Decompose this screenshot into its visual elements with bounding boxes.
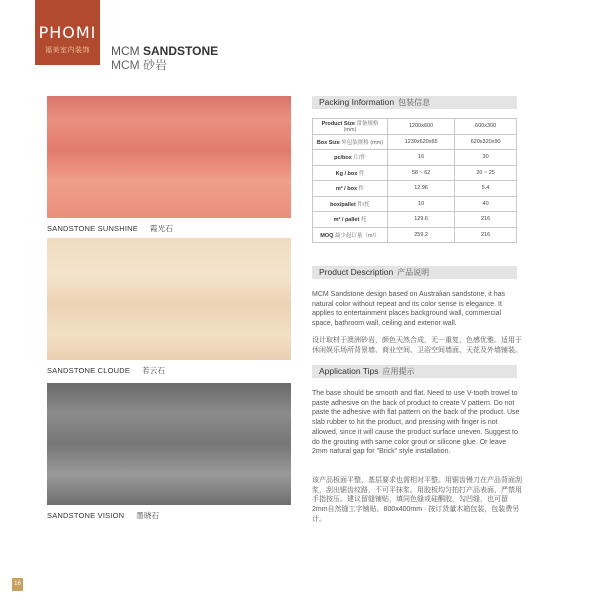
- title-main: SANDSTONE: [143, 44, 219, 58]
- swatch-caption: [47, 510, 291, 521]
- row-value-1200x600: 129.6: [388, 212, 455, 228]
- table-row: [313, 134, 517, 150]
- row-label: [313, 227, 388, 243]
- description-title-cn: 产品说明: [397, 268, 430, 277]
- row-label-en: m² / box: [335, 186, 358, 193]
- row-value-600x300: 216: [455, 227, 517, 243]
- row-value-600x300: 600x300: [455, 119, 517, 135]
- row-value-600x300: 5.4: [455, 181, 517, 197]
- row-label: [313, 165, 388, 181]
- swatch-name-cn: 墨晓石: [136, 511, 160, 520]
- swatch-vision: [47, 383, 291, 521]
- table-row: [313, 196, 517, 212]
- page-number: 16: [12, 578, 23, 591]
- table-row: [313, 227, 517, 243]
- description-text-en: MCM Sandstone design based on Australian sandstone, it has natural color without repeat and its color sense is elegance. It applies to entertainment places background wall, commercial space, bathroom wall, ceiling and exterior wall.: [312, 291, 506, 328]
- row-label-en: pc/box: [334, 155, 352, 162]
- swatch-name: SANDSTONE SUNSHINE: [47, 224, 138, 233]
- swatch-name-cn: 若云石: [142, 366, 166, 375]
- swatch-name-cn: 霞光石: [149, 224, 174, 233]
- page-title: [111, 44, 218, 58]
- tips-section-heading: [312, 365, 517, 378]
- row-value-600x300: 620x320x90: [455, 134, 517, 150]
- row-label-cn: 件: [358, 170, 365, 177]
- row-label-cn: 件: [358, 186, 365, 193]
- row-value-1200x600: 12.96: [388, 181, 455, 197]
- row-label: [313, 212, 388, 228]
- packing-title-cn: 包装信息: [398, 98, 431, 107]
- swatch-name: SANDSTONE CLOUDE: [47, 366, 131, 375]
- table-row: [313, 181, 517, 197]
- row-label-cn: 外包装规格 (mm): [341, 139, 384, 146]
- swatch-image-vision: [47, 383, 291, 505]
- table-row: [313, 212, 517, 228]
- row-label-cn: 托: [360, 217, 367, 224]
- row-label: [313, 119, 388, 135]
- row-label-en: Box Size: [316, 139, 340, 146]
- packing-title: Packing Information: [319, 97, 395, 107]
- row-label-cn: 件/托: [357, 201, 370, 208]
- row-value-1200x600: 1200x600: [388, 119, 455, 135]
- row-value-1200x600: 1230x620x65: [388, 134, 455, 150]
- row-label: [313, 181, 388, 197]
- tips-title-cn: 应用提示: [382, 367, 415, 376]
- row-value-1200x600: 16: [388, 150, 455, 166]
- description-text-cn: 设计取材于澳洲砂岩，颜色天然合成，无一重复，色感优雅。适用于休闲娱乐场所背景墙、商业空间、卫浴空间墙面、天花及外墙铺装。: [312, 337, 522, 354]
- swatch-image-cloude: [47, 238, 291, 360]
- row-label-en: MOQ: [320, 232, 334, 239]
- table-row: [313, 150, 517, 166]
- row-value-600x300: 40: [455, 196, 517, 212]
- logo-sub-text: 福美室内装饰: [45, 46, 90, 54]
- brand-logo: [35, 0, 100, 65]
- row-label-cn: 最少起订量（m²）: [334, 232, 380, 239]
- page-title-cn: MCM 砂岩: [111, 58, 167, 72]
- row-label-cn: 片/件: [353, 155, 366, 162]
- tips-text-cn: 该产品板面平整，基层要求也需相对平整。用锯齿镘刀在产品背面刮浆，刮出锯齿纹路，不可平抹浆。用胶板均匀拍打产品表面，严禁用手指按压。建议留缝铺贴，填同色缝或硅酮胶，勾凹缝，也可留2mm自然缝工字铺贴。800x400mm · 按订货量木箱包装，包装费另计。: [312, 477, 522, 523]
- row-label-cn: 常备规格 (mm): [343, 121, 379, 134]
- row-value-1200x600: 10: [388, 196, 455, 212]
- table-row: [313, 165, 517, 181]
- swatch-sunshine: [47, 96, 291, 234]
- tips-text-en: The base should be smooth and flat. Need to use V-tooth trowel to paste adhesive on the back of product to create V pattern. Do not paste the adhesive with flat pattern on the back of the product. Use slab rubber to hit the product, and pressing with finger is not allowed, since it will cause the product surface uneven. Suggest to do the grouting with same color grout or silicone glue. Or leave 2mm natural gap for "Brick" style installation.: [312, 390, 520, 456]
- row-label-en: box/pallet: [330, 201, 356, 208]
- packing-section-heading: [312, 96, 517, 109]
- row-value-600x300: 20 ~ 25: [455, 165, 517, 181]
- row-value-1200x600: 259.2: [388, 227, 455, 243]
- description-section-heading: [312, 266, 517, 279]
- description-title: Product Description: [319, 267, 394, 277]
- row-label: [313, 134, 388, 150]
- packing-table: [312, 118, 517, 243]
- row-label: [313, 150, 388, 166]
- swatch-image-sunshine: [47, 96, 291, 218]
- row-value-1200x600: 58 ~ 62: [388, 165, 455, 181]
- row-label-en: Kg / box: [335, 170, 358, 177]
- tips-title: Application Tips: [319, 366, 379, 376]
- row-label-en: Product Size: [321, 121, 355, 128]
- row-label-en: m² / pallet: [333, 217, 360, 224]
- row-label: [313, 196, 388, 212]
- table-row: [313, 119, 517, 135]
- row-value-600x300: 216: [455, 212, 517, 228]
- swatch-caption: [47, 223, 291, 234]
- swatch-name: SANDSTONE VISION: [47, 511, 125, 520]
- row-value-600x300: 30: [455, 150, 517, 166]
- swatch-cloude: [47, 238, 291, 376]
- swatch-caption: [47, 365, 291, 376]
- logo-brand-text: PHOMI: [38, 23, 97, 42]
- page-header: [111, 44, 218, 72]
- title-prefix: MCM: [111, 44, 140, 58]
